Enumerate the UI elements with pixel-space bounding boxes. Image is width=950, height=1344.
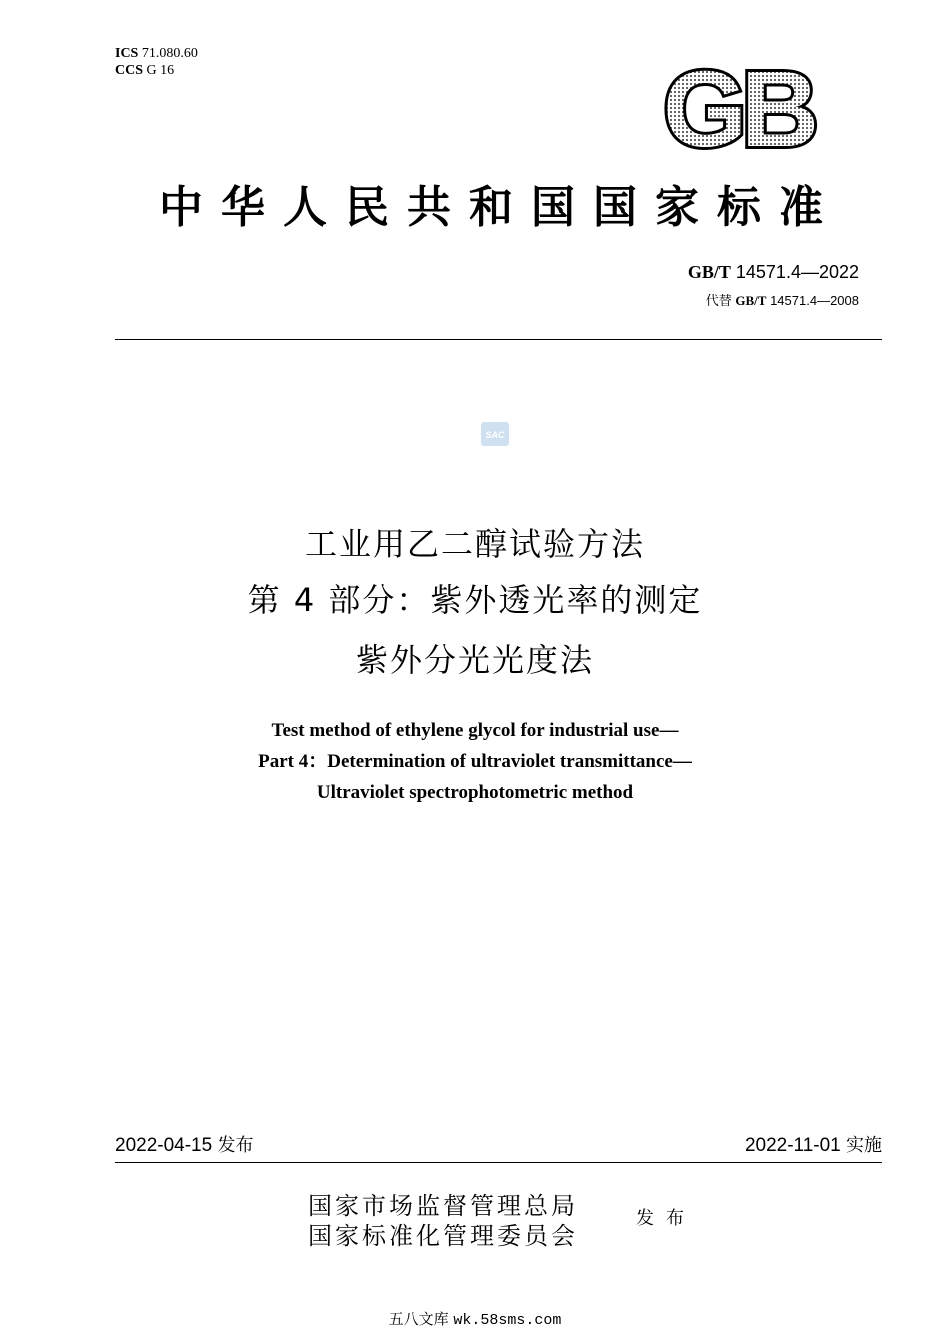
publish-label: 发布 [636,1208,696,1229]
national-standard-title: 中华人民共和国国家标准 [159,182,841,233]
footer-watermark [0,1308,950,1332]
chinese-title-line-1: 工业用乙二醇试验方法 [304,525,645,563]
standard-number [688,260,859,284]
sac-watermark-text: SAC [485,430,505,440]
ccs-code [115,63,174,79]
implementation-date-value: 2022-11-01 [744,1135,841,1156]
ics-label: ICS [115,46,139,61]
issue-date-value: 2022-04-15 [115,1135,213,1156]
issuer-line-1: 国家市场监督管理总局 [308,1192,578,1220]
footer-site-domain: wk.58sms.com [453,1312,562,1329]
issuer-line-2: 国家标准化管理委员会 [308,1222,578,1250]
implementation-date [745,1133,882,1159]
replaces-code: 14571.4—2008 [770,293,859,308]
ccs-label: CCS [115,63,144,78]
standard-prefix: GB/T [687,262,731,282]
ics-value: 71.080.60 [141,46,198,61]
replaces-standard [706,292,859,310]
chinese-title-line-3: 紫外分光光度法 [355,641,594,679]
chinese-title-line-2: 第 4 部分：紫外透光率的测定 [247,581,703,619]
issue-date-label: 发布 [217,1135,254,1156]
ccs-value: G 16 [146,63,175,78]
header-divider [115,339,882,340]
english-title-line-2: Part 4：Determination of ultraviolet transmittance— [258,751,692,772]
ics-code [115,46,198,62]
replaces-prefix: GB/T [735,293,767,308]
footer-site-name: 五八文库 [388,1310,449,1328]
footer-divider [115,1162,882,1163]
standard-code: 14571.4—2022 [735,262,859,282]
gb-logo-icon [645,58,831,154]
english-title-line-3: Ultraviolet spectrophotometric method [316,782,634,803]
english-title-line-1: Test method of ethylene glycol for industrial use— [271,720,679,741]
replaces-label: 代替 [705,293,732,308]
sac-watermark-icon [480,420,510,448]
gb-logo-text: GB [663,58,813,154]
implementation-date-label: 实施 [846,1135,882,1156]
issue-date [115,1133,253,1159]
